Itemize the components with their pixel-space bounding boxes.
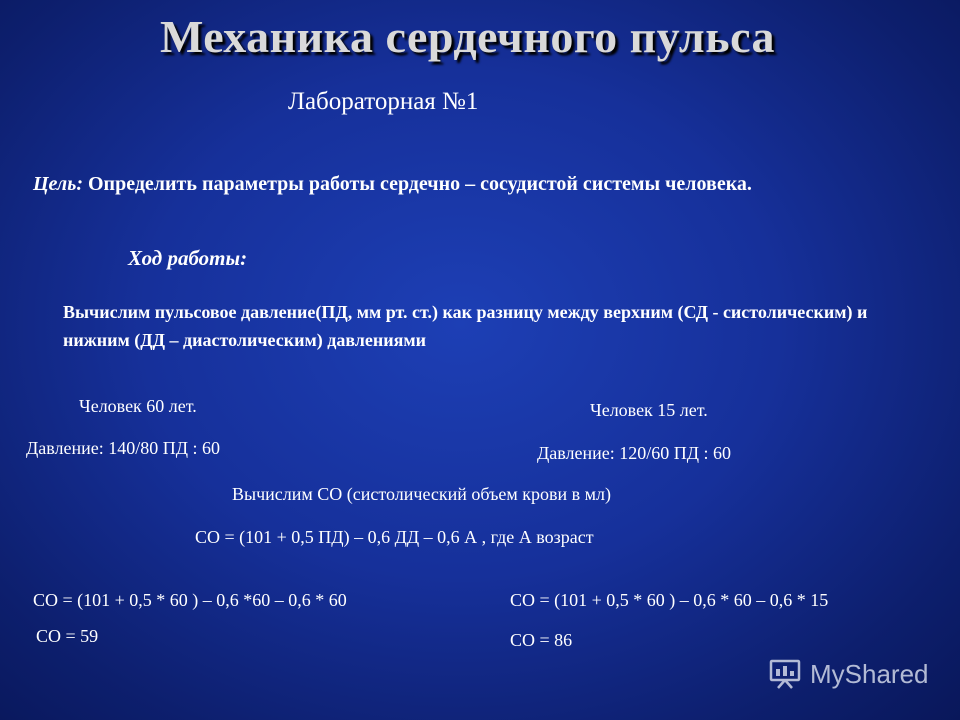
calc-15-result: СО = 86 bbox=[510, 630, 573, 650]
calc-15-formula: СО = (101 + 0,5 * 60 ) – 0,6 * 60 – 0,6 * 15 bbox=[510, 590, 829, 610]
goal-label: Цель: bbox=[33, 173, 83, 195]
logo-text: MyShared bbox=[810, 658, 929, 689]
goal-text: Определить параметры работы сердечно – сосудистой системы человека. bbox=[83, 173, 752, 195]
person-15-label: Человек 15 лет. bbox=[590, 400, 708, 420]
progress-heading: Ход работы: bbox=[128, 246, 248, 270]
person-60-pressure: Давление: 140/80 ПД : 60 bbox=[26, 438, 221, 458]
person-15-pressure: Давление: 120/60 ПД : 60 bbox=[537, 443, 732, 463]
person-60-label: Человек 60 лет. bbox=[79, 396, 197, 416]
calc-60-formula: СО = (101 + 0,5 * 60 ) – 0,6 *60 – 0,6 * 60 bbox=[33, 590, 347, 610]
co-heading: Вычислим СО (систолический объем крови в мл) bbox=[232, 484, 612, 504]
slide-subtitle: Лабораторная №1 bbox=[288, 88, 479, 115]
slide-title: Механика сердечного пульса bbox=[159, 11, 776, 62]
goal-paragraph bbox=[33, 167, 913, 201]
calc-60-result: СО = 59 bbox=[36, 626, 99, 646]
pulse-pressure-text: Вычислим пульсовое давление(ПД, мм рт. ст.) как разницу между верхним (СД - систолическим) и нижним (ДД – диастолическим) давлениями bbox=[63, 302, 868, 350]
co-formula: СО = (101 + 0,5 ПД) – 0,6 ДД – 0,6 А , где А возраст bbox=[195, 527, 594, 547]
myshared-logo bbox=[768, 656, 929, 692]
presentation-board-icon bbox=[768, 657, 802, 691]
